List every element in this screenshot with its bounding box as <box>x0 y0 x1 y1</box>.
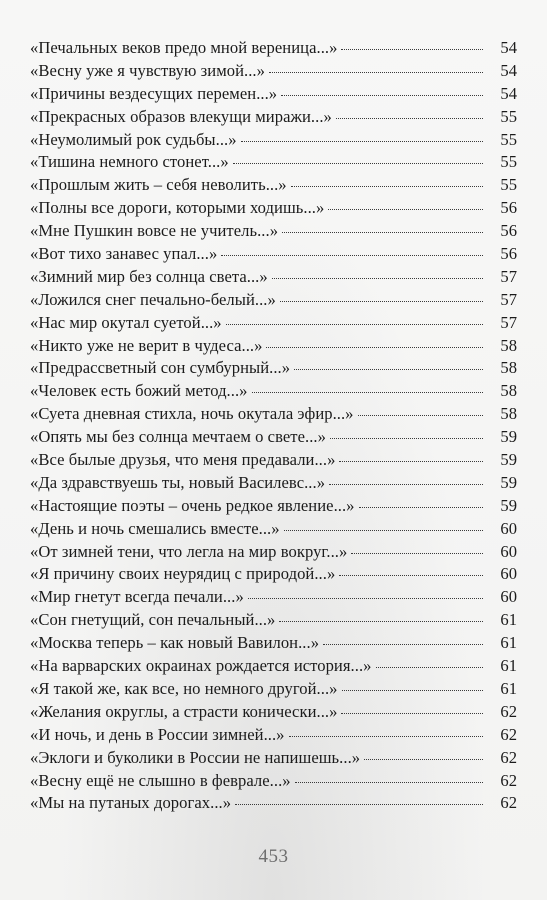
toc-entry-title: «Ложился снег печально-белый...» <box>30 289 276 309</box>
dot-leader <box>282 232 483 233</box>
toc-entry-page: 60 <box>500 541 517 561</box>
toc-entry-page: 60 <box>500 564 517 584</box>
toc-entry-page: 62 <box>500 747 517 767</box>
toc-entry-title: «Зимний мир без солнца света...» <box>30 266 268 286</box>
toc-entry-page: 60 <box>500 587 517 607</box>
toc-entry <box>30 151 517 174</box>
toc-entry-title: «Прошлым жить – себя неволить...» <box>30 175 287 195</box>
toc-entry <box>30 770 517 793</box>
toc-entry-page: 55 <box>500 106 517 126</box>
toc-entry-page: 62 <box>500 724 517 744</box>
toc-entry <box>30 792 517 815</box>
dot-leader <box>339 575 483 576</box>
toc-entry <box>30 678 517 701</box>
toc-entry-page: 59 <box>500 495 517 515</box>
toc-entry <box>30 243 517 266</box>
toc-entry-page: 61 <box>500 610 517 630</box>
dot-leader <box>266 347 483 348</box>
toc-entry-title: «Весну уже я чувствую зимой...» <box>30 60 265 80</box>
toc-entry-page: 56 <box>500 198 517 218</box>
dot-leader <box>358 415 483 416</box>
dot-leader <box>328 209 483 210</box>
toc-entry-title: «Настоящие поэты – очень редкое явление...» <box>30 495 355 515</box>
toc-entry <box>30 426 517 449</box>
toc-entry-title: «Москва теперь – как новый Вавилон...» <box>30 633 320 653</box>
toc-entry-page: 59 <box>500 450 517 470</box>
toc-entry-page: 62 <box>500 701 517 721</box>
dot-leader <box>364 759 483 760</box>
dot-leader <box>359 507 483 508</box>
dot-leader <box>341 49 483 50</box>
toc-entry-title: «Предрассветный сон сумбурный...» <box>30 358 291 378</box>
dot-leader <box>252 392 483 393</box>
dot-leader <box>281 95 483 96</box>
toc-entry-page: 55 <box>500 175 517 195</box>
dot-leader <box>294 369 483 370</box>
toc-entry-title: «Печальных веков предо мной вереница...» <box>30 38 338 57</box>
toc-entry <box>30 335 517 358</box>
toc-entry-page: 54 <box>500 38 517 57</box>
dot-leader <box>341 713 483 714</box>
dot-leader <box>351 553 483 554</box>
toc-entry-page: 61 <box>500 656 517 676</box>
toc-entry-title: «Да здравствуешь ты, новый Василевс...» <box>30 472 326 492</box>
toc-entry <box>30 449 517 472</box>
dot-leader <box>342 690 483 691</box>
toc-entry-page: 59 <box>500 472 517 492</box>
toc-entry-title: «Мир гнетут всегда печали...» <box>30 587 244 607</box>
toc-entry-page: 62 <box>500 770 517 790</box>
dot-leader <box>284 530 483 531</box>
toc-entry-page: 61 <box>500 633 517 653</box>
dot-leader <box>295 782 483 783</box>
toc-entry-title: «Нас мир окутал суетой...» <box>30 312 222 332</box>
toc-entry-title: «Неумолимый рок судьбы...» <box>30 129 237 149</box>
toc-entry <box>30 609 517 632</box>
toc-entry-title: «Все былые друзья, что меня предавали...» <box>30 450 336 470</box>
toc-entry-page: 56 <box>500 244 517 264</box>
dot-leader <box>339 461 483 462</box>
dot-leader <box>233 163 483 164</box>
toc-entry <box>30 129 517 152</box>
toc-entry <box>30 655 517 678</box>
toc-entry-page: 60 <box>500 518 517 538</box>
dot-leader <box>280 301 483 302</box>
toc-entry-title: «Мне Пушкин вовсе не учитель...» <box>30 221 279 241</box>
dot-leader <box>221 255 483 256</box>
toc-entry-page: 58 <box>500 404 517 424</box>
toc-entry-title: «Человек есть божий метод...» <box>30 381 248 401</box>
toc-entry <box>30 380 517 403</box>
toc-entry-title: «Я причину своих неурядиц с природой...» <box>30 564 336 584</box>
dot-leader <box>330 438 483 439</box>
toc-entry-page: 55 <box>500 152 517 172</box>
dot-leader <box>376 667 484 668</box>
toc-entry-title: «Я такой же, как все, но немного другой...» <box>30 678 338 698</box>
toc-entry-title: «Полны все дороги, которыми ходишь...» <box>30 198 325 218</box>
toc-entry <box>30 541 517 564</box>
toc-entry-page: 61 <box>500 678 517 698</box>
toc-entry-title: «Сон гнетущий, сон печальный...» <box>30 610 276 630</box>
toc-entry <box>30 586 517 609</box>
dot-leader <box>226 324 483 325</box>
toc-entry <box>30 724 517 747</box>
toc-entry-title: «Вот тихо занавес упал...» <box>30 244 218 264</box>
toc-entry-page: 62 <box>500 793 517 813</box>
toc-entry-title: «От зимней тени, что легла на мир вокруг...» <box>30 541 348 561</box>
toc-entry-title: «Эклоги и буколики в России не напишешь...» <box>30 747 361 767</box>
toc-entry-page: 57 <box>500 289 517 309</box>
toc-entry-page: 59 <box>500 427 517 447</box>
toc-entry-title: «Весну ещё не слышно в феврале...» <box>30 770 291 790</box>
toc-entry <box>30 312 517 335</box>
toc-entry-page: 54 <box>500 83 517 103</box>
toc-entry <box>30 60 517 83</box>
toc-entry <box>30 197 517 220</box>
toc-entry <box>30 37 517 60</box>
dot-leader <box>279 621 483 622</box>
dot-leader <box>248 598 483 599</box>
toc-entry-page: 58 <box>500 358 517 378</box>
dot-leader <box>336 118 483 119</box>
dot-leader <box>235 804 483 805</box>
toc-entry-page: 58 <box>500 335 517 355</box>
dot-leader <box>269 72 483 73</box>
toc-entry <box>30 357 517 380</box>
dot-leader <box>241 141 483 142</box>
toc-entry-title: «Желания округлы, а страсти конически...» <box>30 701 338 721</box>
toc-entry-title: «И ночь, и день в России зимней...» <box>30 724 285 744</box>
toc-entry-page: 57 <box>500 312 517 332</box>
toc-entry <box>30 289 517 312</box>
toc-entry-title: «Прекрасных образов влекущи миражи...» <box>30 106 332 126</box>
toc-entry <box>30 518 517 541</box>
toc-entry-title: «Опять мы без солнца мечтаем о свете...» <box>30 427 326 447</box>
toc-entry <box>30 403 517 426</box>
toc-entry <box>30 106 517 129</box>
toc-entry-title: «Тишина немного стонет...» <box>30 152 229 172</box>
toc-entry <box>30 83 517 106</box>
toc-entry <box>30 472 517 495</box>
dot-leader <box>272 278 483 279</box>
toc-entry <box>30 632 517 655</box>
toc-entry-title: «На варварских окраинах рождается история...» <box>30 656 372 676</box>
toc-entry-title: «Суета дневная стихла, ночь окутала эфир...» <box>30 404 354 424</box>
toc-entry <box>30 266 517 289</box>
toc-entry-title: «Мы на путаных дорогах...» <box>30 793 232 813</box>
toc-entry <box>30 701 517 724</box>
toc-entry-page: 56 <box>500 221 517 241</box>
toc-entry <box>30 174 517 197</box>
toc-entry-page: 57 <box>500 266 517 286</box>
table-of-contents <box>30 37 517 815</box>
dot-leader <box>291 186 483 187</box>
toc-entry-page: 58 <box>500 381 517 401</box>
dot-leader <box>289 736 483 737</box>
toc-entry <box>30 495 517 518</box>
toc-entry-title: «Причины вездесущих перемен...» <box>30 83 278 103</box>
toc-entry <box>30 747 517 770</box>
toc-entry <box>30 563 517 586</box>
toc-entry-title: «Никто уже не верит в чудеса...» <box>30 335 263 355</box>
toc-entry-title: «День и ночь смешались вместе...» <box>30 518 280 538</box>
dot-leader <box>323 644 483 645</box>
toc-entry-page: 54 <box>500 60 517 80</box>
toc-entry <box>30 220 517 243</box>
page-number: 453 <box>258 846 289 867</box>
toc-entry-page: 55 <box>500 129 517 149</box>
dot-leader <box>329 484 483 485</box>
